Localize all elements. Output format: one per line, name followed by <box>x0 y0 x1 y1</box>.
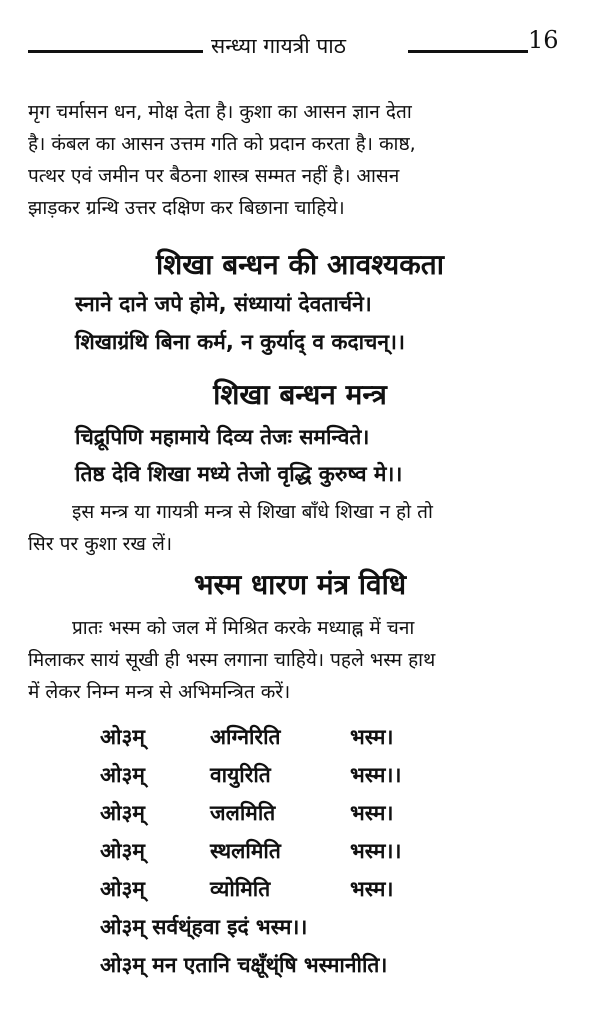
mantra-word: स्थलमिति <box>210 839 281 863</box>
om-syllable: ओ३म् <box>100 725 145 749</box>
mantra-line <box>100 872 393 906</box>
mantra-line <box>100 796 393 830</box>
mantra-line: ओ३म् सर्वथ्ंहवा इदं भस्म।। <box>100 915 308 939</box>
mantra-word: व्योमिति <box>210 877 271 901</box>
intro-paragraph <box>28 96 580 224</box>
running-header <box>28 26 572 66</box>
mantra-line <box>100 758 401 792</box>
heading-bhasma: भस्म धारण मंत्र विधि <box>193 568 407 601</box>
verse-line: स्नाने दाने जपे होमे, संध्यायां देवतार्चने। <box>75 292 372 316</box>
header-rule-right <box>408 50 528 53</box>
paragraph-line: मृग चर्मासन धन, मोक्ष देता है। कुशा का आसन ज्ञान देता <box>28 101 412 123</box>
mantra-end: भस्म।। <box>350 763 402 787</box>
paragraph-line: में लेकर निम्न मन्त्र से अभिमन्त्रित करें। <box>28 681 291 703</box>
mantra-line <box>100 834 401 868</box>
paragraph-line: मिलाकर सायं सूखी ही भस्म लगाना चाहिये। पहले भस्म हाथ <box>28 649 436 671</box>
header-rule-left <box>28 50 203 53</box>
mantra-line: ओ३म् मन एतानि चक्षूँथ्ंषि भस्मानीति। <box>100 953 388 977</box>
verse-line: शिखाग्रंथि बिना कर्म, न कुर्याद् व कदाचन्।। <box>75 330 405 354</box>
running-title: सन्ध्या गायत्री पाठ <box>211 34 346 58</box>
page-number: 16 <box>528 26 559 54</box>
mantra-end: भस्म। <box>350 801 394 825</box>
paragraph-line: झाड़कर ग्रन्थि उत्तर दक्षिण कर बिछाना चाहिये। <box>28 197 345 219</box>
bhasma-paragraph <box>28 612 580 708</box>
paragraph-line: पत्थर एवं जमीन पर बैठना शास्त्र सम्मत नहीं है। आसन <box>28 165 400 187</box>
mantra-word: वायुरिति <box>210 763 271 787</box>
mantra-end: भस्म। <box>350 725 394 749</box>
shikha-note <box>28 496 580 560</box>
paragraph-line: सिर पर कुशा रख लें। <box>28 533 173 555</box>
mantra-end: भस्म।। <box>350 839 402 863</box>
paragraph-line: है। कंबल का आसन उत्तम गति को प्रदान करता है। काष्ठ, <box>28 133 416 155</box>
heading-shikha-need: शिखा बन्धन की आवश्यकता <box>156 248 444 281</box>
verse-line: चिद्रूपिणि महामाये दिव्य तेजः समन्विते। <box>75 425 370 449</box>
mantra-word: अग्निरिति <box>210 725 281 749</box>
om-syllable: ओ३म् <box>100 839 145 863</box>
verse-line: तिष्ठ देवि शिखा मध्ये तेजो वृद्धि कुरुष्व मे।। <box>75 462 403 486</box>
om-syllable: ओ३म् <box>100 801 145 825</box>
paragraph-line: प्रातः भस्म को जल में मिश्रित करके मध्याह्न में चना <box>72 617 415 639</box>
mantra-end: भस्म। <box>350 877 394 901</box>
om-syllable: ओ३म् <box>100 877 145 901</box>
paragraph-line: इस मन्त्र या गायत्री मन्त्र से शिखा बाँधे शिखा न हो तो <box>72 501 433 523</box>
om-syllable: ओ३म् <box>100 763 145 787</box>
mantra-word: जलमिति <box>210 801 276 825</box>
mantra-line <box>100 720 393 754</box>
heading-shikha-mantra: शिखा बन्धन मन्त्र <box>213 378 387 411</box>
